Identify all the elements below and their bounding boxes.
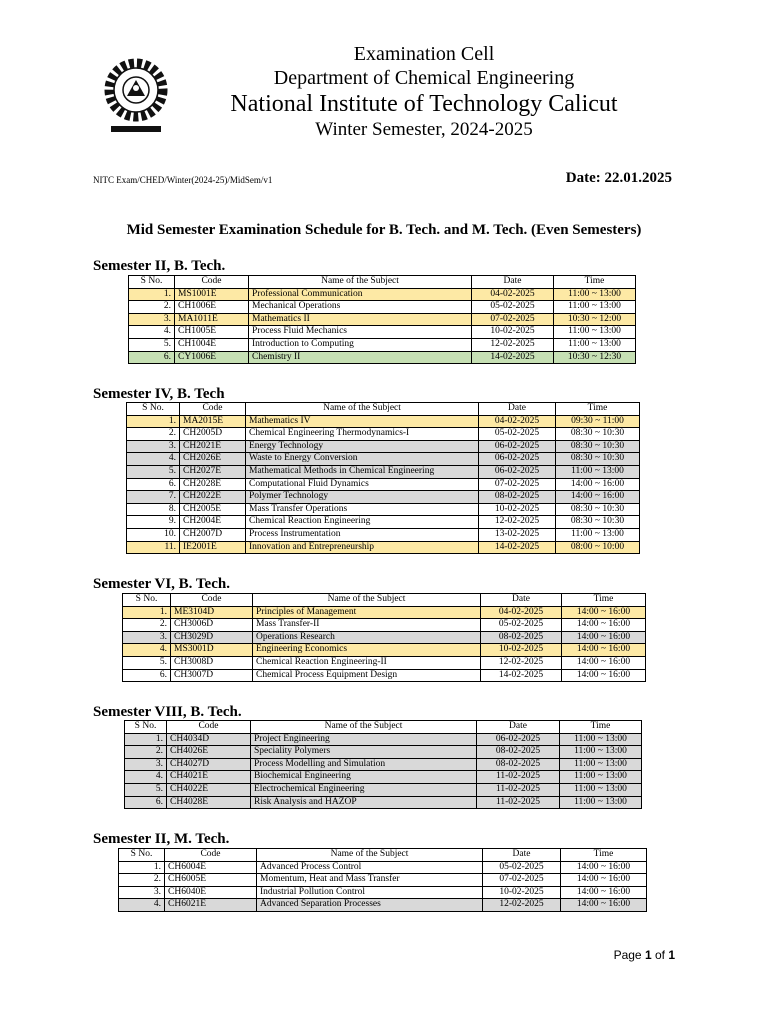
table-row — [129, 313, 636, 326]
table-row — [127, 440, 640, 453]
cell-sno: 10. — [127, 528, 180, 541]
table-row — [127, 503, 640, 516]
column-header: Code — [180, 403, 246, 416]
column-header: Code — [167, 721, 251, 734]
cell-sno: 8. — [127, 503, 180, 516]
table-row — [127, 453, 640, 466]
cell-code: IE2001E — [180, 541, 246, 554]
cell-code: CH2005E — [180, 503, 246, 516]
cell-code: CH3029D — [171, 631, 253, 644]
cell-sno: 1. — [129, 288, 175, 301]
table-row — [127, 541, 640, 554]
cell-code: CH3006D — [171, 619, 253, 632]
cell-date: 12-02-2025 — [483, 899, 561, 912]
cell-code: CH4021E — [167, 771, 251, 784]
column-header: Time — [560, 721, 642, 734]
table-header-row — [127, 403, 640, 416]
cell-time: 14:00 ~ 16:00 — [556, 478, 640, 491]
cell-time: 14:00 ~ 16:00 — [556, 491, 640, 504]
institute-logo — [97, 52, 175, 136]
cell-code: CH2028E — [180, 478, 246, 491]
table-row — [123, 644, 646, 657]
cell-code: CH6004E — [165, 861, 257, 874]
cell-time: 11:00 ~ 13:00 — [560, 733, 642, 746]
cell-date: 05-02-2025 — [479, 428, 556, 441]
cell-time: 14:00 ~ 16:00 — [561, 886, 647, 899]
cell-subject: Mass Transfer Operations — [246, 503, 479, 516]
column-header: Name of the Subject — [251, 721, 477, 734]
cell-sno: 7. — [127, 491, 180, 504]
cell-code: CH2021E — [180, 440, 246, 453]
cell-date: 04-02-2025 — [479, 415, 556, 428]
cell-sno: 4. — [125, 771, 167, 784]
cell-code: CH1006E — [175, 301, 249, 314]
cell-code: CH4026E — [167, 746, 251, 759]
cell-time: 14:00 ~ 16:00 — [562, 631, 646, 644]
section-title: Semester VIII, B. Tech. — [93, 704, 242, 720]
cell-code: CH6005E — [165, 874, 257, 887]
cell-subject: Advanced Process Control — [257, 861, 483, 874]
table-row — [127, 415, 640, 428]
cell-date: 05-02-2025 — [483, 861, 561, 874]
cell-subject: Computational Fluid Dynamics — [246, 478, 479, 491]
cell-date: 07-02-2025 — [479, 478, 556, 491]
cell-sno: 4. — [119, 899, 165, 912]
schedule-table — [126, 402, 640, 554]
cell-sno: 4. — [127, 453, 180, 466]
table-row — [127, 465, 640, 478]
schedule-table — [122, 593, 646, 682]
reference-number: NITC Exam/CHED/Winter(2024-25)/MidSem/v1 — [93, 175, 273, 185]
cell-subject: Operations Research — [253, 631, 481, 644]
section-title: Semester II, B. Tech. — [93, 258, 226, 274]
column-header: S No. — [119, 849, 165, 862]
cell-subject: Mathematics II — [249, 313, 472, 326]
column-header: Time — [556, 403, 640, 416]
cell-code: CH6021E — [165, 899, 257, 912]
cell-date: 08-02-2025 — [477, 746, 560, 759]
cell-code: CH3008D — [171, 656, 253, 669]
cell-code: MS1001E — [175, 288, 249, 301]
cell-time: 08:00 ~ 10:00 — [556, 541, 640, 554]
cell-code: CH2026E — [180, 453, 246, 466]
cell-time: 11:00 ~ 13:00 — [556, 465, 640, 478]
cell-date: 12-02-2025 — [479, 516, 556, 529]
column-header: S No. — [127, 403, 180, 416]
cell-date: 08-02-2025 — [477, 758, 560, 771]
table-row — [129, 326, 636, 339]
cell-date: 04-02-2025 — [472, 288, 554, 301]
cell-time: 11:00 ~ 13:00 — [560, 746, 642, 759]
cell-sno: 1. — [125, 733, 167, 746]
table-row — [129, 288, 636, 301]
table-row — [125, 746, 642, 759]
cell-sno: 2. — [123, 619, 171, 632]
table-row — [123, 619, 646, 632]
table-row — [125, 733, 642, 746]
column-header: Date — [472, 276, 554, 289]
cell-subject: Momentum, Heat and Mass Transfer — [257, 874, 483, 887]
cell-code: CH2027E — [180, 465, 246, 478]
cell-sno: 1. — [123, 606, 171, 619]
cell-sno: 4. — [123, 644, 171, 657]
cell-code: CH4027D — [167, 758, 251, 771]
cell-time: 08:30 ~ 10:30 — [556, 453, 640, 466]
cell-code: CH1005E — [175, 326, 249, 339]
page-prefix: Page — [613, 948, 645, 962]
page-current: 1 — [644, 948, 652, 962]
cell-sno: 5. — [125, 783, 167, 796]
cell-sno: 2. — [127, 428, 180, 441]
table-row — [129, 338, 636, 351]
table-row — [127, 491, 640, 504]
cell-time: 10:30 ~ 12:30 — [554, 351, 636, 364]
table-row — [125, 758, 642, 771]
cell-code: CH4022E — [167, 783, 251, 796]
cell-sno: 6. — [129, 351, 175, 364]
cell-subject: Mass Transfer-II — [253, 619, 481, 632]
cell-subject: Polymer Technology — [246, 491, 479, 504]
table-header-row — [129, 276, 636, 289]
column-header: Name of the Subject — [257, 849, 483, 862]
cell-subject: Innovation and Entrepreneurship — [246, 541, 479, 554]
cell-subject: Process Fluid Mechanics — [249, 326, 472, 339]
column-header: Time — [554, 276, 636, 289]
column-header: S No. — [129, 276, 175, 289]
cell-subject: Principles of Management — [253, 606, 481, 619]
cell-subject: Engineering Economics — [253, 644, 481, 657]
cell-sno: 6. — [123, 669, 171, 682]
cell-subject: Energy Technology — [246, 440, 479, 453]
cell-time: 10:30 ~ 12:00 — [554, 313, 636, 326]
column-header: Date — [483, 849, 561, 862]
cell-time: 08:30 ~ 10:30 — [556, 440, 640, 453]
cell-subject: Introduction to Computing — [249, 338, 472, 351]
cell-code: CH4034D — [167, 733, 251, 746]
cell-subject: Risk Analysis and HAZOP — [251, 796, 477, 809]
table-row — [127, 478, 640, 491]
cell-date: 05-02-2025 — [472, 301, 554, 314]
cell-date: 06-02-2025 — [479, 465, 556, 478]
cell-subject: Electrochemical Engineering — [251, 783, 477, 796]
cell-date: 13-02-2025 — [479, 528, 556, 541]
cell-code: CH2005D — [180, 428, 246, 441]
cell-date: 10-02-2025 — [479, 503, 556, 516]
table-row — [125, 771, 642, 784]
cell-sno: 6. — [125, 796, 167, 809]
cell-time: 08:30 ~ 10:30 — [556, 428, 640, 441]
cell-time: 11:00 ~ 13:00 — [560, 771, 642, 784]
table-row — [119, 899, 647, 912]
cell-code: MA2015E — [180, 415, 246, 428]
cell-time: 08:30 ~ 10:30 — [556, 516, 640, 529]
column-header: S No. — [123, 594, 171, 607]
column-header: Name of the Subject — [249, 276, 472, 289]
cell-subject: Process Instrumentation — [246, 528, 479, 541]
cell-subject: Chemical Reaction Engineering — [246, 516, 479, 529]
cell-time: 09:30 ~ 11:00 — [556, 415, 640, 428]
column-header: Name of the Subject — [246, 403, 479, 416]
cell-code: CY1006E — [175, 351, 249, 364]
cell-code: CH3007D — [171, 669, 253, 682]
cell-time: 14:00 ~ 16:00 — [562, 656, 646, 669]
cell-sno: 3. — [125, 758, 167, 771]
schedule-table — [118, 848, 647, 912]
table-row — [123, 606, 646, 619]
cell-subject: Chemical Reaction Engineering-II — [253, 656, 481, 669]
cell-code: CH2022E — [180, 491, 246, 504]
cell-date: 04-02-2025 — [481, 606, 562, 619]
cell-subject: Chemical Engineering Thermodynamics-I — [246, 428, 479, 441]
cell-subject: Project Engineering — [251, 733, 477, 746]
cell-date: 10-02-2025 — [481, 644, 562, 657]
cell-subject: Mathematics IV — [246, 415, 479, 428]
column-header: Code — [165, 849, 257, 862]
cell-subject: Advanced Separation Processes — [257, 899, 483, 912]
schedule-table — [124, 720, 642, 809]
institute-title: National Institute of Technology Calicut — [230, 91, 618, 117]
table-row — [119, 861, 647, 874]
semester-title: Winter Semester, 2024-2025 — [315, 118, 533, 140]
table-header-row — [125, 721, 642, 734]
cell-subject: Waste to Energy Conversion — [246, 453, 479, 466]
page-number — [614, 948, 675, 962]
cell-time: 08:30 ~ 10:30 — [556, 503, 640, 516]
cell-code: CH1004E — [175, 338, 249, 351]
cell-date: 08-02-2025 — [481, 631, 562, 644]
table-row — [129, 301, 636, 314]
cell-code: CH4028E — [167, 796, 251, 809]
cell-subject: Mathematical Methods in Chemical Engineering — [246, 465, 479, 478]
cell-sno: 2. — [129, 301, 175, 314]
cell-code: CH2007D — [180, 528, 246, 541]
table-header-row — [123, 594, 646, 607]
cell-time: 14:00 ~ 16:00 — [561, 861, 647, 874]
cell-date: 10-02-2025 — [472, 326, 554, 339]
cell-subject: Chemical Process Equipment Design — [253, 669, 481, 682]
table-row — [125, 783, 642, 796]
cell-sno: 5. — [129, 338, 175, 351]
cell-sno: 5. — [127, 465, 180, 478]
cell-subject: Industrial Pollution Control — [257, 886, 483, 899]
cell-sno: 3. — [127, 440, 180, 453]
cell-time: 11:00 ~ 13:00 — [554, 301, 636, 314]
cell-time: 11:00 ~ 13:00 — [554, 326, 636, 339]
cell-date: 12-02-2025 — [481, 656, 562, 669]
column-header: Time — [561, 849, 647, 862]
column-header: Code — [171, 594, 253, 607]
cell-time: 14:00 ~ 16:00 — [561, 899, 647, 912]
cell-date: 10-02-2025 — [483, 886, 561, 899]
cell-time: 14:00 ~ 16:00 — [562, 606, 646, 619]
cell-sno: 1. — [119, 861, 165, 874]
cell-code: MS3001D — [171, 644, 253, 657]
exam-cell-title: Examination Cell — [353, 43, 495, 65]
cell-subject: Mechanical Operations — [249, 301, 472, 314]
cell-date: 14-02-2025 — [472, 351, 554, 364]
cell-time: 11:00 ~ 13:00 — [560, 758, 642, 771]
column-header: Date — [481, 594, 562, 607]
cell-sno: 11. — [127, 541, 180, 554]
cell-subject: Speciality Polymers — [251, 746, 477, 759]
column-header: Code — [175, 276, 249, 289]
cell-date: 07-02-2025 — [472, 313, 554, 326]
cell-sno: 9. — [127, 516, 180, 529]
cell-time: 14:00 ~ 16:00 — [561, 874, 647, 887]
cell-sno: 6. — [127, 478, 180, 491]
cell-time: 11:00 ~ 13:00 — [560, 796, 642, 809]
section-title: Semester IV, B. Tech — [93, 386, 225, 402]
cell-subject: Biochemical Engineering — [251, 771, 477, 784]
table-row — [129, 351, 636, 364]
table-row — [127, 528, 640, 541]
cell-sno: 3. — [129, 313, 175, 326]
column-header: S No. — [125, 721, 167, 734]
cell-sno: 2. — [125, 746, 167, 759]
cell-code: CH6040E — [165, 886, 257, 899]
schedule-title: Mid Semester Examination Schedule for B. Tech. and M. Tech. (Even Semesters) — [126, 222, 642, 238]
cell-time: 14:00 ~ 16:00 — [562, 669, 646, 682]
cell-time: 11:00 ~ 13:00 — [554, 288, 636, 301]
cell-sno: 3. — [119, 886, 165, 899]
column-header: Date — [477, 721, 560, 734]
cell-date: 06-02-2025 — [479, 453, 556, 466]
document-header — [190, 42, 658, 142]
cell-date: 07-02-2025 — [483, 874, 561, 887]
cell-code: MA1011E — [175, 313, 249, 326]
table-row — [127, 516, 640, 529]
cell-subject: Professional Communication — [249, 288, 472, 301]
cell-code: CH2004E — [180, 516, 246, 529]
department-title: Department of Chemical Engineering — [273, 67, 575, 89]
cell-sno: 5. — [123, 656, 171, 669]
cell-date: 14-02-2025 — [479, 541, 556, 554]
cell-time: 11:00 ~ 13:00 — [560, 783, 642, 796]
cell-sno: 2. — [119, 874, 165, 887]
page-mid: of — [651, 948, 669, 962]
section-title: Semester VI, B. Tech. — [93, 576, 230, 592]
table-row — [119, 886, 647, 899]
cell-date: 06-02-2025 — [479, 440, 556, 453]
table-header-row — [119, 849, 647, 862]
table-row — [123, 631, 646, 644]
document-date: Date: 22.01.2025 — [565, 170, 672, 186]
cell-time: 14:00 ~ 16:00 — [562, 644, 646, 657]
page-total: 1 — [668, 948, 675, 962]
cell-sno: 3. — [123, 631, 171, 644]
cell-time: 11:00 ~ 13:00 — [554, 338, 636, 351]
cell-time: 11:00 ~ 13:00 — [556, 528, 640, 541]
table-row — [125, 796, 642, 809]
table-row — [119, 874, 647, 887]
column-header: Time — [562, 594, 646, 607]
cell-date: 05-02-2025 — [481, 619, 562, 632]
cell-date: 11-02-2025 — [477, 796, 560, 809]
cell-date: 11-02-2025 — [477, 771, 560, 784]
cell-code: ME3104D — [171, 606, 253, 619]
cell-date: 06-02-2025 — [477, 733, 560, 746]
cell-date: 12-02-2025 — [472, 338, 554, 351]
cell-subject: Chemistry II — [249, 351, 472, 364]
cell-time: 14:00 ~ 16:00 — [562, 619, 646, 632]
table-row — [123, 669, 646, 682]
cell-date: 11-02-2025 — [477, 783, 560, 796]
table-row — [123, 656, 646, 669]
cell-date: 08-02-2025 — [479, 491, 556, 504]
cell-subject: Process Modelling and Simulation — [251, 758, 477, 771]
cell-sno: 1. — [127, 415, 180, 428]
cell-sno: 4. — [129, 326, 175, 339]
section-title: Semester II, M. Tech. — [93, 831, 230, 847]
schedule-table — [128, 275, 636, 364]
cell-date: 14-02-2025 — [481, 669, 562, 682]
column-header: Name of the Subject — [253, 594, 481, 607]
column-header: Date — [479, 403, 556, 416]
table-row — [127, 428, 640, 441]
